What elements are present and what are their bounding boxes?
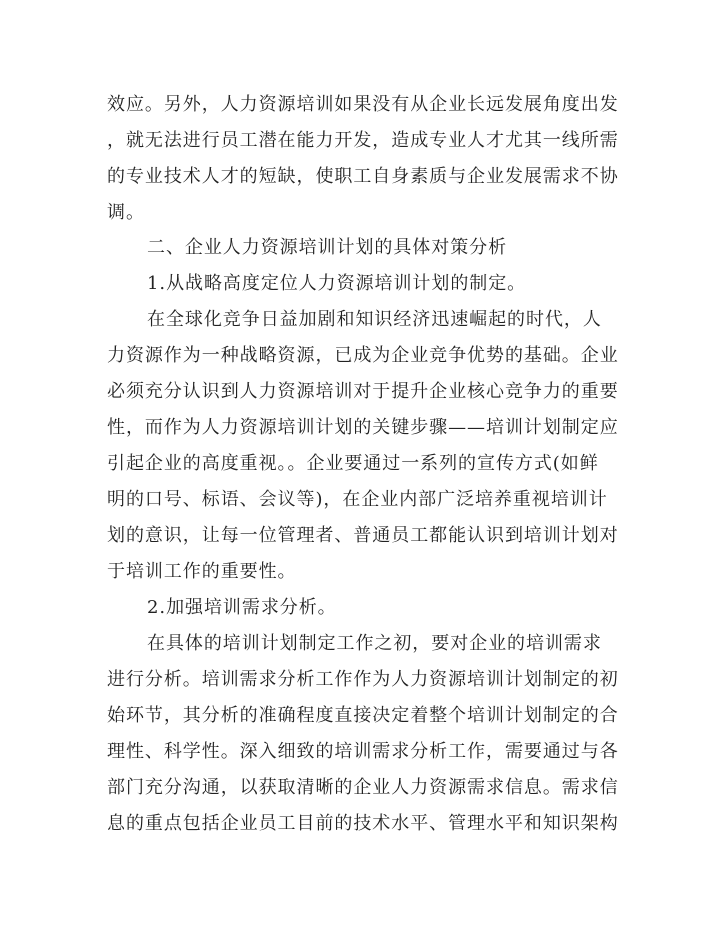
body-text-line: 息的重点包括企业员工目前的技术水平、管理水平和知识架构 bbox=[107, 813, 619, 834]
subsection-heading: 1.从战略高度定位人力资源培训计划的制定。 bbox=[147, 273, 527, 294]
body-text-line: ，就无法进行员工潜在能力开发，造成专业人才尤其一线所需 bbox=[107, 130, 619, 151]
body-text-line: 性，而作为人力资源培训计划的关键步骤——培训计划制定应 bbox=[107, 417, 619, 438]
body-text-line: 进行分析。培训需求分析工作作为人力资源培训计划制定的初 bbox=[107, 669, 619, 690]
section-heading: 二、企业人力资源培训计划的具体对策分析 bbox=[147, 237, 508, 258]
body-text-line: 引起企业的高度重视。。企业要通过一系列的宣传方式(如鲜 bbox=[107, 453, 599, 474]
body-text-line: 必须充分认识到人力资源培训对于提升企业核心竞争力的重要 bbox=[107, 381, 619, 402]
body-text-line: 始环节，其分析的准确程度直接决定着整个培训计划制定的合 bbox=[107, 705, 619, 726]
subsection-heading: 2.加强培训需求分析。 bbox=[147, 597, 337, 618]
body-text-line: 明的口号、标语、会议等)，在企业内部广泛培养重视培训计 bbox=[107, 489, 608, 510]
body-text-line: 部门充分沟通，以获取清晰的企业人力资源需求信息。需求信 bbox=[107, 777, 619, 798]
body-text-line: 的专业技术人才的短缺，使职工自身素质与企业发展需求不协 bbox=[107, 166, 619, 187]
body-text-line: 在具体的培训计划制定工作之初，要对企业的培训需求 bbox=[147, 633, 602, 654]
body-text-line: 于培训工作的重要性。 bbox=[107, 561, 297, 582]
body-text-line: 划的意识，让每一位管理者、普通员工都能认识到培训计划对 bbox=[107, 525, 619, 546]
body-text-line: 理性、科学性。深入细致的培训需求分析工作，需要通过与各 bbox=[107, 741, 619, 762]
body-text-line: 调。 bbox=[107, 202, 145, 223]
body-text-line: 效应。另外，人力资源培训如果没有从企业长远发展角度出发 bbox=[107, 94, 619, 115]
body-text-line: 在全球化竞争日益加剧和知识经济迅速崛起的时代，人 bbox=[147, 309, 602, 330]
body-text-line: 力资源作为一种战略资源，已成为企业竞争优势的基础。企业 bbox=[107, 345, 619, 366]
